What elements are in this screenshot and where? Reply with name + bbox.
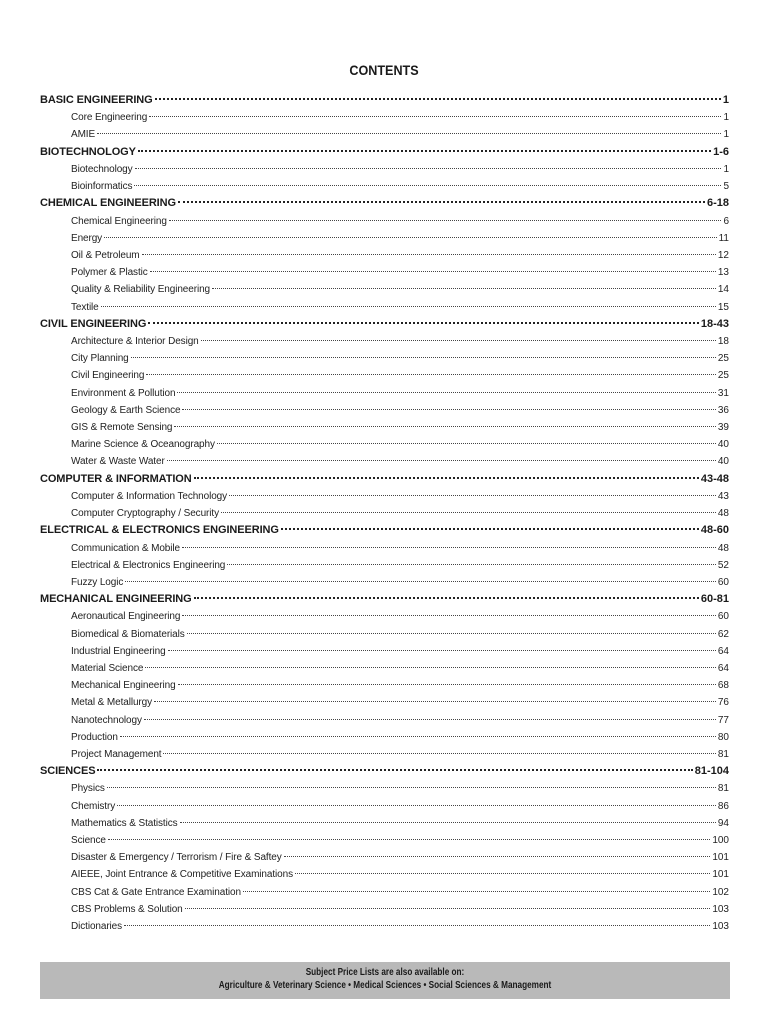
dot-leader	[135, 168, 722, 169]
dot-leader	[107, 787, 716, 788]
section-title: ELECTRICAL & ELECTRONICS ENGINEERING	[40, 524, 279, 537]
item-title: Core Engineering	[71, 112, 148, 124]
item-title: Dictionaries	[71, 920, 123, 932]
dot-leader	[180, 822, 716, 823]
item-title: Oil & Petroleum	[71, 250, 140, 262]
item-title: Polymer & Plastic	[71, 267, 148, 279]
page-number: 11	[718, 232, 729, 244]
item-title: Fuzzy Logic	[71, 576, 124, 588]
page-number: 1	[723, 163, 729, 175]
dot-leader	[217, 443, 716, 444]
page-number: 6	[723, 215, 729, 227]
page-number: 40	[717, 456, 729, 468]
item-title: AMIE	[71, 129, 96, 141]
page-number: 102	[712, 886, 729, 898]
dot-leader	[168, 650, 716, 651]
page-number: 100	[712, 834, 729, 846]
toc-item-row	[40, 367, 729, 384]
toc-item-row	[40, 453, 729, 470]
item-title: Science	[71, 834, 106, 846]
dot-leader	[178, 684, 716, 685]
page-number: 48-60	[700, 524, 729, 537]
page-number: 81	[717, 783, 729, 795]
item-title: Chemical Engineering	[71, 215, 167, 227]
toc-item-row	[40, 299, 729, 316]
dot-leader	[120, 736, 716, 737]
page-number: 15	[717, 301, 729, 313]
toc-item-row	[40, 884, 729, 901]
item-title: CBS Problems & Solution	[71, 903, 183, 915]
dot-leader	[142, 254, 716, 255]
toc-item-row	[40, 505, 729, 522]
toc-item-row	[40, 178, 729, 195]
toc-section-row	[40, 316, 729, 333]
page-number: 52	[717, 559, 729, 571]
item-title: AIEEE, Joint Entrance & Competitive Examinations	[71, 869, 293, 881]
item-title: Industrial Engineering	[71, 645, 166, 657]
toc-item-row	[40, 677, 729, 694]
page-number: 94	[717, 817, 729, 829]
dot-leader	[295, 873, 710, 874]
dot-leader	[125, 581, 716, 582]
dot-leader	[101, 306, 716, 307]
page-number: 43	[717, 490, 729, 502]
toc-item-row	[40, 436, 729, 453]
dot-leader	[182, 547, 716, 548]
page-number: 39	[717, 422, 729, 433]
item-title: Chemistry	[71, 800, 116, 812]
dot-leader	[117, 805, 716, 806]
toc-section-row	[40, 471, 729, 488]
page-number: 18-43	[700, 317, 729, 330]
page-number: 64	[717, 645, 729, 657]
toc-item-row	[40, 247, 729, 264]
section-title: BIOTECHNOLOGY	[40, 145, 136, 158]
dot-leader	[97, 769, 692, 771]
toc-item-row	[40, 385, 729, 402]
page-number: 101	[712, 852, 729, 864]
page-number: 18	[717, 336, 729, 348]
dot-leader	[187, 633, 716, 634]
item-title: Physics	[71, 783, 105, 795]
page-number: 31	[717, 387, 729, 399]
item-title: Biomedical & Biomaterials	[71, 628, 185, 640]
toc-item-row	[40, 264, 729, 281]
dot-leader	[194, 597, 699, 599]
dot-leader	[194, 477, 699, 479]
page-number: 48	[717, 508, 729, 520]
toc-item-row	[40, 901, 729, 918]
page-number: 80	[717, 731, 729, 743]
section-title: CIVIL ENGINEERING	[40, 317, 147, 330]
dot-leader	[182, 615, 716, 616]
page-number: 60	[717, 576, 729, 588]
dot-leader	[124, 925, 710, 926]
item-title: Bioinformatics	[71, 181, 133, 193]
toc-item-row	[40, 798, 729, 815]
dot-leader	[150, 271, 716, 272]
footer-line-1: Subject Price Lists are also available on:	[305, 967, 465, 978]
footer-line-2: Agriculture & Veterinary Science • Medical Sciences • Social Sciences & Management	[218, 980, 552, 991]
page-number: 5	[723, 181, 729, 193]
dot-leader	[163, 753, 715, 754]
toc-section-row	[40, 92, 729, 109]
item-title: Geology & Earth Science	[71, 404, 181, 416]
dot-leader	[243, 891, 710, 892]
toc-item-row	[40, 488, 729, 505]
dot-leader	[97, 133, 721, 134]
item-title: Computer Cryptography / Security	[71, 508, 219, 520]
dot-leader	[212, 288, 716, 289]
item-title: Material Science	[71, 662, 144, 674]
toc-section-row	[40, 763, 729, 780]
toc-item-row	[40, 608, 729, 625]
dot-leader	[177, 392, 715, 393]
dot-leader	[167, 460, 716, 461]
page-number: 13	[717, 267, 729, 279]
toc-item-row	[40, 230, 729, 247]
page-number: 6-18	[706, 197, 729, 210]
page-title: CONTENTS	[349, 62, 419, 78]
dot-leader	[138, 150, 711, 152]
page-number: 76	[717, 697, 729, 709]
item-title: Energy	[71, 232, 103, 244]
item-title: Environment & Pollution	[71, 387, 176, 399]
toc-item-row	[40, 126, 729, 143]
section-title: SCIENCES	[40, 765, 96, 778]
dot-leader	[104, 237, 717, 238]
toc-item-row	[40, 729, 729, 746]
page-number: 14	[717, 284, 729, 296]
toc-item-row	[40, 918, 729, 935]
toc-item-row	[40, 780, 729, 797]
item-title: CBS Cat & Gate Entrance Examination	[71, 886, 241, 898]
dot-leader	[227, 564, 716, 565]
page-number: 40	[717, 439, 729, 451]
page-number: 60-81	[700, 593, 729, 606]
toc-item-row	[40, 557, 729, 574]
item-title: Water & Waste Water	[71, 456, 165, 468]
dot-leader	[154, 701, 716, 702]
item-title: Project Management	[71, 748, 162, 760]
dot-leader	[229, 495, 716, 496]
section-title: CHEMICAL ENGINEERING	[40, 197, 176, 210]
item-title: Metal & Metallurgy	[71, 697, 153, 709]
toc-section-row	[40, 591, 729, 608]
toc-item-row	[40, 350, 729, 367]
toc-item-row	[40, 815, 729, 832]
toc-item-row	[40, 643, 729, 660]
item-title: Electrical & Electronics Engineering	[71, 559, 226, 571]
toc-item-row	[40, 213, 729, 230]
section-title: MECHANICAL ENGINEERING	[40, 593, 192, 606]
page-number: 1	[722, 94, 729, 106]
toc-item-row	[40, 712, 729, 729]
item-title: Mechanical Engineering	[71, 680, 176, 692]
page-number: 25	[717, 370, 729, 382]
dot-leader	[174, 426, 715, 427]
dot-leader	[148, 322, 699, 324]
toc-item-row	[40, 419, 729, 436]
page-number: 101	[712, 869, 729, 881]
table-of-contents	[40, 92, 729, 935]
page-number: 1	[723, 112, 729, 124]
toc-item-row	[40, 746, 729, 763]
item-title: Quality & Reliability Engineering	[71, 284, 210, 296]
item-title: GIS & Remote Sensing	[71, 422, 173, 433]
dot-leader	[146, 374, 716, 375]
item-title: Textile	[71, 301, 99, 313]
section-title: COMPUTER & INFORMATION	[40, 472, 192, 485]
toc-section-row	[40, 195, 729, 212]
toc-item-row	[40, 333, 729, 350]
dot-leader	[169, 220, 722, 221]
toc-item-row	[40, 866, 729, 883]
dot-leader	[221, 512, 716, 513]
item-title: Communication & Mobile	[71, 542, 180, 554]
item-title: Marine Science & Oceanography	[71, 439, 215, 451]
page-number: 81-104	[694, 765, 729, 778]
toc-section-row	[40, 522, 729, 539]
dot-leader	[182, 409, 715, 410]
toc-item-row	[40, 540, 729, 557]
item-title: Mathematics & Statistics	[71, 817, 178, 829]
page-number: 62	[717, 628, 729, 640]
dot-leader	[149, 116, 721, 117]
page-number: 68	[717, 680, 729, 692]
dot-leader	[134, 185, 721, 186]
page-number: 25	[717, 353, 729, 365]
dot-leader	[201, 340, 716, 341]
dot-leader	[284, 856, 711, 857]
page-number: 43-48	[700, 472, 729, 485]
toc-item-row	[40, 109, 729, 126]
page-number: 60	[717, 611, 729, 623]
page-number: 103	[712, 920, 729, 932]
item-title: Production	[71, 731, 118, 743]
item-title: Computer & Information Technology	[71, 490, 228, 502]
section-title: BASIC ENGINEERING	[40, 94, 153, 106]
item-title: Architecture & Interior Design	[71, 336, 199, 348]
toc-item-row	[40, 161, 729, 178]
page-number: 36	[717, 404, 729, 416]
toc-item-row	[40, 402, 729, 419]
dot-leader	[178, 201, 705, 203]
item-title: Disaster & Emergency / Terrorism / Fire & Saftey	[71, 852, 282, 864]
dot-leader	[185, 908, 711, 909]
page-number: 77	[717, 714, 729, 726]
dot-leader	[155, 98, 721, 100]
item-title: Biotechnology	[71, 163, 133, 175]
footer-banner	[40, 962, 730, 999]
page-number: 81	[717, 748, 729, 760]
toc-section-row	[40, 144, 729, 161]
dot-leader	[145, 667, 716, 668]
toc-item-row	[40, 832, 729, 849]
dot-leader	[108, 839, 710, 840]
dot-leader	[144, 719, 716, 720]
page-number: 64	[717, 662, 729, 674]
page-number: 1	[723, 129, 729, 141]
dot-leader	[131, 357, 716, 358]
toc-item-row	[40, 694, 729, 711]
item-title: Nanotechnology	[71, 714, 142, 726]
page-number: 1-6	[713, 145, 729, 158]
page-number: 48	[717, 542, 729, 554]
item-title: Aeronautical Engineering	[71, 611, 181, 623]
dot-leader	[281, 528, 699, 530]
page-number: 12	[717, 250, 729, 262]
page-number: 103	[712, 903, 729, 915]
toc-item-row	[40, 281, 729, 298]
item-title: City Planning	[71, 353, 129, 365]
toc-item-row	[40, 574, 729, 591]
toc-item-row	[40, 626, 729, 643]
item-title: Civil Engineering	[71, 370, 145, 382]
toc-item-row	[40, 849, 729, 866]
toc-item-row	[40, 660, 729, 677]
page-number: 86	[717, 800, 729, 812]
